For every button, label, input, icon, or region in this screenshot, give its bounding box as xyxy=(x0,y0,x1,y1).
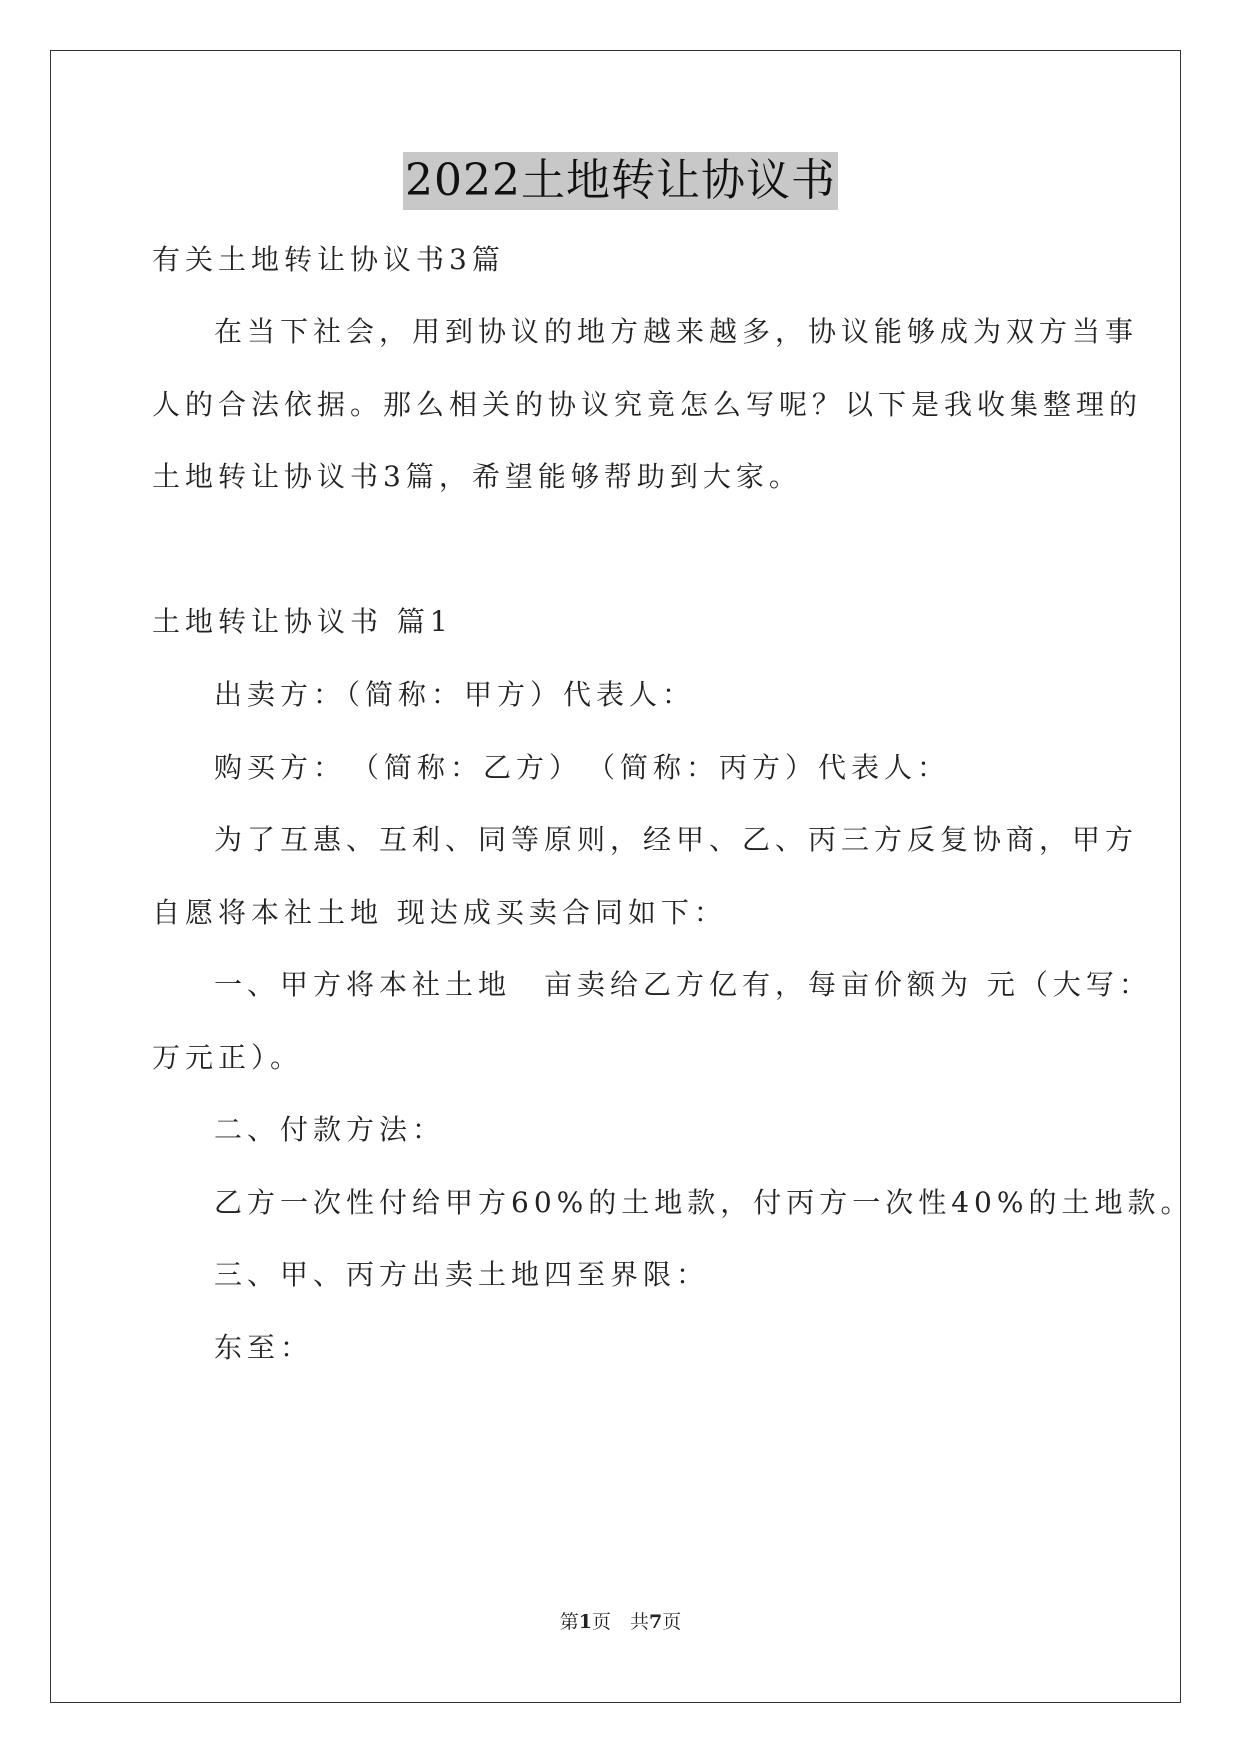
paragraph-line: 乙方一次性付给甲方60%的土地款，付丙方一次性40%的土地款。 xyxy=(214,1186,1194,1219)
paragraph-line: 一、甲方将本社土地 亩卖给乙方亿有，每亩价额为 元（大写： xyxy=(214,968,1152,1001)
paragraph-line: 出卖方：（简称：甲方）代表人： xyxy=(214,678,696,711)
page-border xyxy=(50,50,1181,1703)
paragraph-line: 土地转让协议书3篇，希望能够帮助到大家。 xyxy=(152,460,802,493)
footer-page-suffix: 页 xyxy=(662,1611,682,1633)
paragraph-line: 东至： xyxy=(214,1331,314,1364)
paragraph-line: 在当下社会，用到协议的地方越来越多，协议能够成为双方当事 xyxy=(214,315,1139,348)
paragraph-line: 为了互惠、互利、同等原则，经甲、乙、丙三方反复协商，甲方 xyxy=(214,823,1139,856)
paragraph-line: 二、付款方法： xyxy=(214,1113,446,1146)
document-title: 2022土地转让协议书 xyxy=(403,152,838,210)
title-container xyxy=(0,152,1241,210)
footer-page-total: 7 xyxy=(649,1611,663,1633)
footer-page-prefix: 第 xyxy=(559,1611,579,1633)
paragraph-line: 购买方： （简称：乙方） （简称：丙方）代表人： xyxy=(214,751,951,784)
intro-heading: 有关土地转让协议书3篇 xyxy=(152,243,505,276)
paragraph-line: 万元正）。 xyxy=(152,1041,304,1074)
paragraph-line: 三、甲、丙方出卖土地四至界限： xyxy=(214,1258,710,1291)
paragraph-line: 自愿将本社土地 现达成买卖合同如下： xyxy=(152,896,727,929)
page-footer xyxy=(0,1610,1241,1634)
footer-page-mid: 页 共 xyxy=(591,1611,649,1633)
section-heading: 土地转让协议书 篇1 xyxy=(152,605,453,638)
paragraph-line: 人的合法依据。那么相关的协议究竟怎么写呢？以下是我收集整理的 xyxy=(152,388,1143,421)
footer-page-number: 1 xyxy=(578,1611,592,1633)
